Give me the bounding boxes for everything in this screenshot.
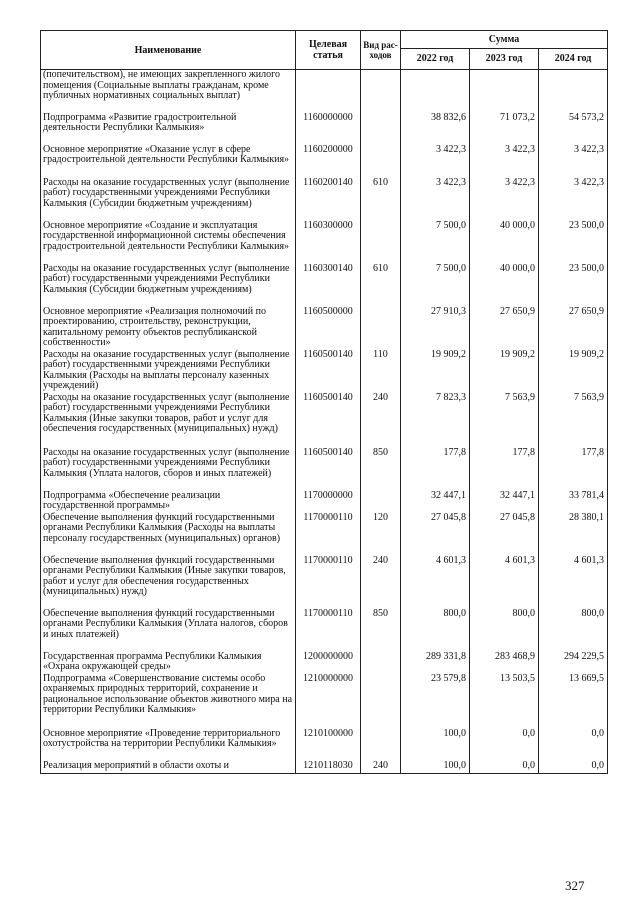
row-name: Расходы на оказание государственных услуг (выполнение работ) государственными учреждениями Республики Калмыкия (Иные закупки товаров, работ и услуг для обеспечения государственных (муниципальных) нужд) — [41, 393, 296, 448]
row-expense-type: 610 — [361, 264, 401, 307]
row-sum-2023: 27 045,8 — [470, 513, 539, 556]
table-row — [41, 491, 608, 513]
row-expense-type: 110 — [361, 350, 401, 393]
row-sum-2023: 40 000,0 — [470, 264, 539, 307]
row-target: 1160500140 — [296, 393, 361, 448]
row-name: Обеспечение выполнения функций государственными органами Республики Калмыкия (Расходы на выплаты персоналу государственных (муниципальных) органов) — [41, 513, 296, 556]
row-target: 1170000110 — [296, 513, 361, 556]
row-name: Обеспечение выполнения функций государственными органами Республики Калмыкия (Уплата налогов, сборов и иных платежей) — [41, 609, 296, 652]
row-expense-type — [361, 221, 401, 264]
page-number: 327 — [565, 878, 585, 893]
row-sum-2024: 0,0 — [539, 761, 608, 774]
row-sum-2024: 294 229,5 — [539, 652, 608, 674]
document-page — [40, 30, 608, 774]
row-sum-2022: 7 500,0 — [401, 264, 470, 307]
row-sum-2023: 19 909,2 — [470, 350, 539, 393]
row-sum-2022: 38 832,6 — [401, 113, 470, 145]
row-sum-2022: 4 601,3 — [401, 556, 470, 609]
row-expense-type: 850 — [361, 609, 401, 652]
row-sum-2023: 7 563,9 — [470, 393, 539, 448]
row-expense-type — [361, 729, 401, 761]
table-row — [41, 674, 608, 729]
row-sum-2022: 7 500,0 — [401, 221, 470, 264]
table-row — [41, 652, 608, 674]
row-name: Основное мероприятие «Реализация полномочий по проектированию, строительству, реконструкции, капитальному ремонту объектов республиканской собственности» — [41, 307, 296, 350]
row-sum-2023: 32 447,1 — [470, 491, 539, 513]
row-name: Основное мероприятие «Создание и эксплуатация государственной информационной системы обеспечения градостроительной деятельности Республики Калмыкия» — [41, 221, 296, 264]
row-sum-2023: 40 000,0 — [470, 221, 539, 264]
row-expense-type — [361, 674, 401, 729]
row-sum-2022: 7 823,3 — [401, 393, 470, 448]
row-target: 1160300140 — [296, 264, 361, 307]
row-sum-2024: 177,8 — [539, 448, 608, 491]
row-name: Расходы на оказание государственных услуг (выполнение работ) государственными учреждениями Республики Калмыкия (Субсидии бюджетным учреждениям) — [41, 264, 296, 307]
budget-table — [40, 30, 608, 774]
table-row — [41, 393, 608, 448]
row-sum-2024: 800,0 — [539, 609, 608, 652]
row-sum-2024: 23 500,0 — [539, 264, 608, 307]
row-sum-2023: 283 468,9 — [470, 652, 539, 674]
row-name: Расходы на оказание государственных услуг (выполнение работ) государственными учреждениями Республики Калмыкия (Субсидии бюджетным учреждениям) — [41, 178, 296, 221]
row-name: Обеспечение выполнения функций государственными органами Республики Калмыкия (Иные закупки товаров, работ и услуг для обеспечения государственных (муниципальных) нужд) — [41, 556, 296, 609]
row-expense-type: 850 — [361, 448, 401, 491]
row-target: 1160500140 — [296, 448, 361, 491]
table-row — [41, 307, 608, 350]
table-row — [41, 350, 608, 393]
row-expense-type — [361, 145, 401, 178]
row-target: 1160200000 — [296, 145, 361, 178]
row-expense-type — [361, 652, 401, 674]
row-sum-2023 — [470, 70, 539, 113]
table-row — [41, 145, 608, 178]
row-sum-2022: 289 331,8 — [401, 652, 470, 674]
row-sum-2023: 27 650,9 — [470, 307, 539, 350]
table-row — [41, 513, 608, 556]
row-target: 1160200140 — [296, 178, 361, 221]
row-expense-type — [361, 70, 401, 113]
row-target: 1160000000 — [296, 113, 361, 145]
table-row — [41, 113, 608, 145]
row-sum-2023: 4 601,3 — [470, 556, 539, 609]
row-sum-2022: 3 422,3 — [401, 145, 470, 178]
row-sum-2023: 13 503,5 — [470, 674, 539, 729]
table-row — [41, 609, 608, 652]
row-sum-2022 — [401, 70, 470, 113]
row-sum-2024: 19 909,2 — [539, 350, 608, 393]
table-row — [41, 448, 608, 491]
table-row — [41, 729, 608, 761]
row-sum-2024: 7 563,9 — [539, 393, 608, 448]
row-sum-2022: 100,0 — [401, 729, 470, 761]
row-expense-type: 240 — [361, 556, 401, 609]
row-expense-type: 610 — [361, 178, 401, 221]
header-year-2024: 2024 год — [539, 48, 608, 69]
header-year-2023: 2023 год — [470, 48, 539, 69]
table-row — [41, 221, 608, 264]
row-name: Реализация мероприятий в области охоты и — [41, 761, 296, 774]
row-name: (попечительством), не имеющих закрепленного жилого помещения (Социальные выплаты гражданам, кроме публичных нормативных социальных выплат) — [41, 70, 296, 113]
table-row — [41, 178, 608, 221]
row-sum-2024: 4 601,3 — [539, 556, 608, 609]
header-year-2022: 2022 год — [401, 48, 470, 69]
row-sum-2022: 27 045,8 — [401, 513, 470, 556]
row-expense-type — [361, 113, 401, 145]
row-expense-type: 240 — [361, 761, 401, 774]
table-row — [41, 761, 608, 774]
row-name: Подпрограмма «Обеспечение реализации государственной программы» — [41, 491, 296, 513]
header-target: Целевая статья — [296, 31, 361, 70]
row-sum-2022: 19 909,2 — [401, 350, 470, 393]
row-sum-2024: 33 781,4 — [539, 491, 608, 513]
row-sum-2024 — [539, 70, 608, 113]
row-target: 1160300000 — [296, 221, 361, 264]
row-target: 1200000000 — [296, 652, 361, 674]
row-sum-2022: 3 422,3 — [401, 178, 470, 221]
row-sum-2024: 13 669,5 — [539, 674, 608, 729]
row-expense-type: 240 — [361, 393, 401, 448]
row-expense-type — [361, 307, 401, 350]
row-sum-2023: 71 073,2 — [470, 113, 539, 145]
row-name: Расходы на оказание государственных услуг (выполнение работ) государственными учреждениями Республики Калмыкия (Расходы на выплаты персоналу казенных учреждений) — [41, 350, 296, 393]
row-target: 1160500000 — [296, 307, 361, 350]
table-body — [41, 70, 608, 774]
row-sum-2024: 28 380,1 — [539, 513, 608, 556]
row-sum-2022: 800,0 — [401, 609, 470, 652]
row-sum-2023: 800,0 — [470, 609, 539, 652]
table-row — [41, 264, 608, 307]
row-target: 1170000000 — [296, 491, 361, 513]
row-sum-2024: 27 650,9 — [539, 307, 608, 350]
header-expense-type: Вид рас- ходов — [361, 31, 401, 70]
row-sum-2024: 54 573,2 — [539, 113, 608, 145]
row-name: Государственная программа Республики Калмыкия «Охрана окружающей среды» — [41, 652, 296, 674]
row-target: 1210100000 — [296, 729, 361, 761]
row-name: Подпрограмма «Совершенствование системы особо охраняемых природных территорий, сохранение и рациональное использование объектов животного мира на территории Республики Калмыкия» — [41, 674, 296, 729]
row-target — [296, 70, 361, 113]
row-sum-2024: 3 422,3 — [539, 145, 608, 178]
row-expense-type — [361, 491, 401, 513]
row-name: Основное мероприятие «Проведение территориального охотустройства на территории Республики Калмыкия» — [41, 729, 296, 761]
row-sum-2022: 177,8 — [401, 448, 470, 491]
row-target: 1170000110 — [296, 609, 361, 652]
header-sum: Сумма — [401, 31, 608, 49]
row-sum-2023: 0,0 — [470, 729, 539, 761]
row-sum-2024: 3 422,3 — [539, 178, 608, 221]
row-target: 1210000000 — [296, 674, 361, 729]
row-target: 1160500140 — [296, 350, 361, 393]
row-sum-2022: 23 579,8 — [401, 674, 470, 729]
table-row — [41, 70, 608, 113]
row-sum-2023: 3 422,3 — [470, 178, 539, 221]
row-name: Основное мероприятие «Оказание услуг в сфере градостроительной деятельности Республики Калмыкия» — [41, 145, 296, 178]
row-sum-2024: 0,0 — [539, 729, 608, 761]
row-sum-2024: 23 500,0 — [539, 221, 608, 264]
row-sum-2023: 3 422,3 — [470, 145, 539, 178]
row-sum-2022: 27 910,3 — [401, 307, 470, 350]
table-row — [41, 556, 608, 609]
row-target: 1170000110 — [296, 556, 361, 609]
row-target: 1210118030 — [296, 761, 361, 774]
row-sum-2023: 177,8 — [470, 448, 539, 491]
row-sum-2023: 0,0 — [470, 761, 539, 774]
row-name: Подпрограмма «Развитие градостроительной деятельности Республики Калмыкия» — [41, 113, 296, 145]
row-name: Расходы на оказание государственных услуг (выполнение работ) государственными учреждениями Республики Калмыкия (Уплата налогов, сборов и иных платежей) — [41, 448, 296, 491]
row-sum-2022: 32 447,1 — [401, 491, 470, 513]
row-expense-type: 120 — [361, 513, 401, 556]
header-name: Наименование — [41, 31, 296, 70]
row-sum-2022: 100,0 — [401, 761, 470, 774]
